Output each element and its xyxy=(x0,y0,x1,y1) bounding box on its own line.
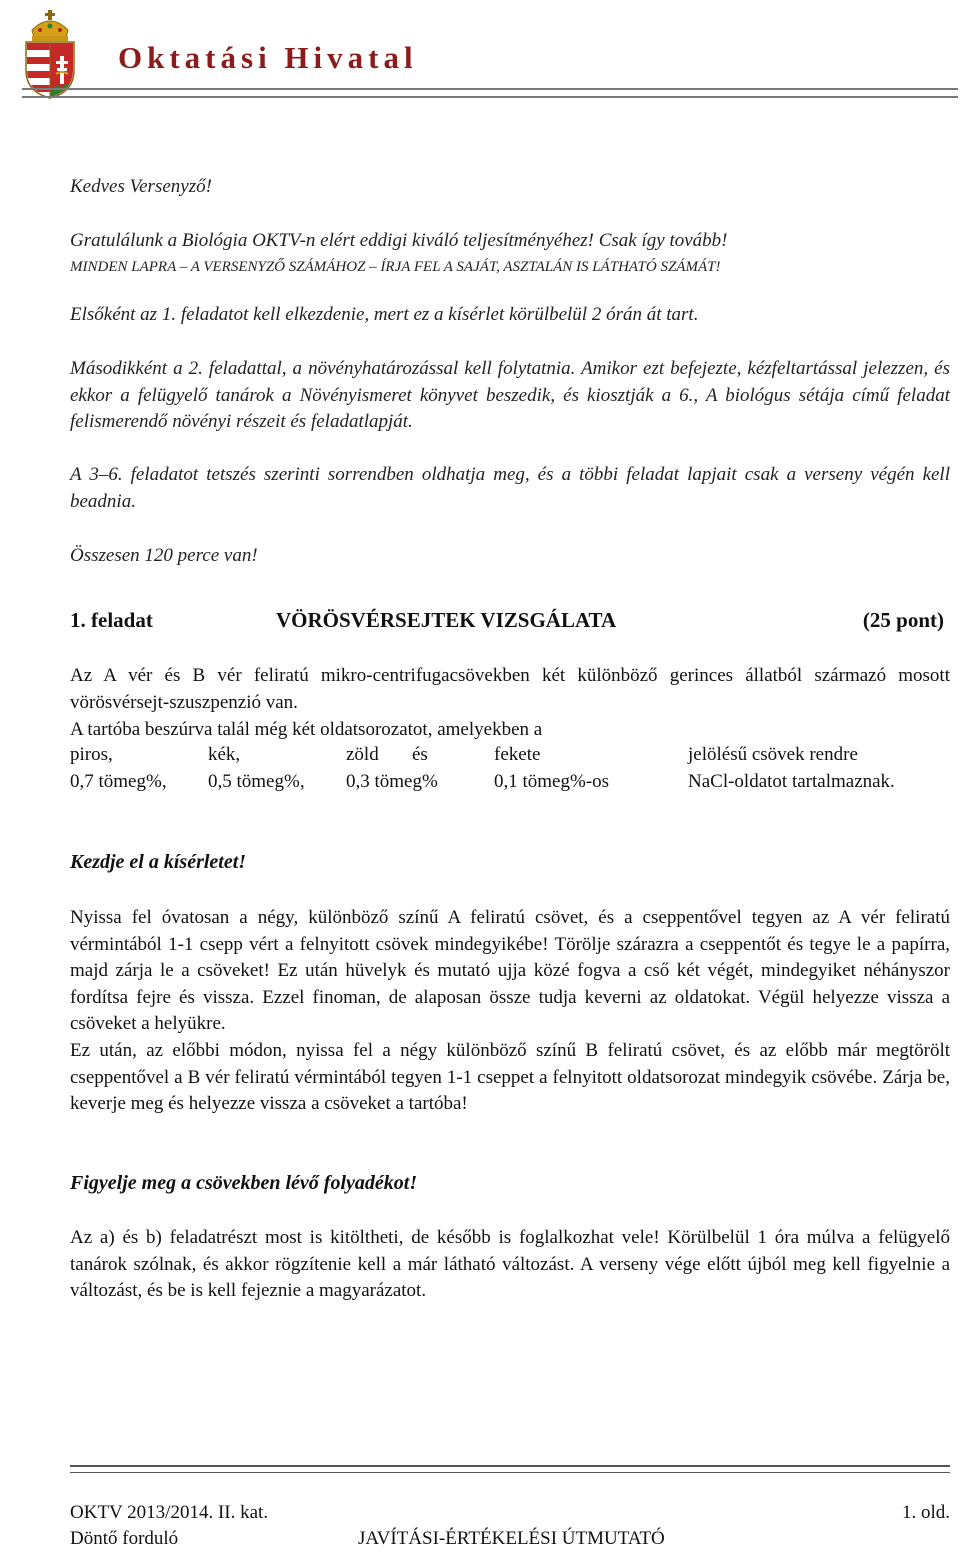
doc-type-label: JAVÍTÁSI-ÉRTÉKELÉSI ÚTMUTATÓ xyxy=(358,1528,665,1549)
header-divider xyxy=(22,88,958,98)
concentration-cell: 0,7 tömeg%, xyxy=(70,771,167,792)
observe-text: Az a) és b) feladatrészt most is kitöltheti, de később is foglalkozhat vele! Körülbelül 1 óra múlva a felügyelő tanárok szólnak, és akkor rögzítenie kell a már látható változást. A verseny vége előtt újból meg kell figyelnie a változást, és be is kell fejeznie a magyarázatot. xyxy=(70,1227,950,1301)
page-header xyxy=(22,8,958,92)
color-cell: jelölésű csövek rendre xyxy=(688,744,858,765)
greeting: Kedves Versenyző! xyxy=(70,176,212,197)
task-heading xyxy=(70,608,944,638)
total-time: Összesen 120 perce van! xyxy=(70,545,258,566)
task-number: 1. feladat xyxy=(70,608,153,632)
hungarian-coat-of-arms-icon xyxy=(22,8,78,100)
color-cell: piros, xyxy=(70,744,113,765)
footer-line xyxy=(70,1528,950,1552)
org-name: Oktatási Hivatal xyxy=(118,40,418,75)
task-paragraph: A tartóba beszúrva talál még két oldatsorozatot, amelyekben a xyxy=(70,719,543,740)
task-title: VÖRÖSVÉRSEJTEK VIZSGÁLATA xyxy=(276,608,617,632)
concentration-cell: 0,5 tömeg%, xyxy=(208,771,305,792)
first-instruction: Elsőként az 1. feladatot kell elkezdenie, mert ez a kísérlet körülbelül 2 órán át tart. xyxy=(70,304,699,325)
footer-divider xyxy=(70,1465,950,1473)
color-cell: fekete xyxy=(494,744,541,765)
round-label: Döntő forduló xyxy=(70,1528,179,1549)
concentration-cell: 0,3 tömeg% xyxy=(346,771,438,792)
third-instruction: A 3–6. feladatot tetszés szerinti sorrendben oldhatja meg, és a többi feladat lapjait csak a verseny végén kell beadnia. xyxy=(70,464,950,512)
page-number: 1. old. xyxy=(901,1502,950,1523)
procedure-text: Nyissa fel óvatosan a négy, különböző színű A feliratú csövet, és a cseppentővel tegyen az A vér feliratú vérmintából 1-1 csepp vért a felnyitott csövek mindegyikébe! Törölje szárazra a cseppentőt és tegye le a papírra, majd zárja le a csöveket! Ez után hüvelyk és mutató ujja közé fogva a cső két végét, mindegyiket néhányszor fordítsa fejre és vissza. Ezzel finoman, de alaposan össze tudja keverni az oldatokat. Végül helyezze vissza a csöveket a helyükre. xyxy=(70,907,950,1034)
procedure-text: Ez után, az előbbi módon, nyissa fel a négy különböző színű B feliratú csövet, és az előbb már megtörölt cseppentővel a B vér feliratú vérmintából tegyen 1-1 cseppet a felnyitott oldatsorozat mindegyik csövébe. Zárja be, keverje meg és helyezze vissza a csöveket a tartóba! xyxy=(70,1040,950,1114)
color-cell: zöld xyxy=(346,744,379,765)
second-instruction: Másodikként a 2. feladattal, a növényhatározással kell folytatnia. Amikor ezt befejezte, kézfeltartással jelezzen, és ekkor a felügyelő tanárok a Növényismeret könyvet beszedik, és kiosztják a 6., A biológus sétája című feladat felismerendő növényi részeit és feladatlapját. xyxy=(70,358,950,432)
instruction-caps: MINDEN LAPRA – A VERSENYZŐ SZÁMÁHOZ – ÍRJA FEL A SAJÁT, ASZTALÁN IS LÁTHATÓ SZÁMÁT! xyxy=(70,259,721,275)
color-cell: kék, xyxy=(208,744,241,765)
concentration-cell: 0,1 tömeg%-os xyxy=(494,771,610,792)
congrats-text: Gratulálunk a Biológia OKTV-n elért eddigi kiváló teljesítményéhez! Csak így tovább! xyxy=(70,230,728,251)
task-points: (25 pont) xyxy=(862,608,944,632)
color-cell: és xyxy=(412,744,428,765)
concentration-cell: NaCl-oldatot tartalmaznak. xyxy=(688,771,895,792)
task-paragraph: Az A vér és B vér feliratú mikro-centrifugacsövekben két különböző gerinces állatból származó mosott vörösvérsejt-szuszpenzió van. xyxy=(70,665,950,713)
observe-heading: Figyelje meg a csövekben lévő folyadékot! xyxy=(70,1172,418,1194)
start-heading: Kezdje el a kísérletet! xyxy=(70,851,247,873)
footer-line xyxy=(70,1502,950,1526)
competition-label: OKTV 2013/2014. II. kat. xyxy=(70,1502,269,1523)
